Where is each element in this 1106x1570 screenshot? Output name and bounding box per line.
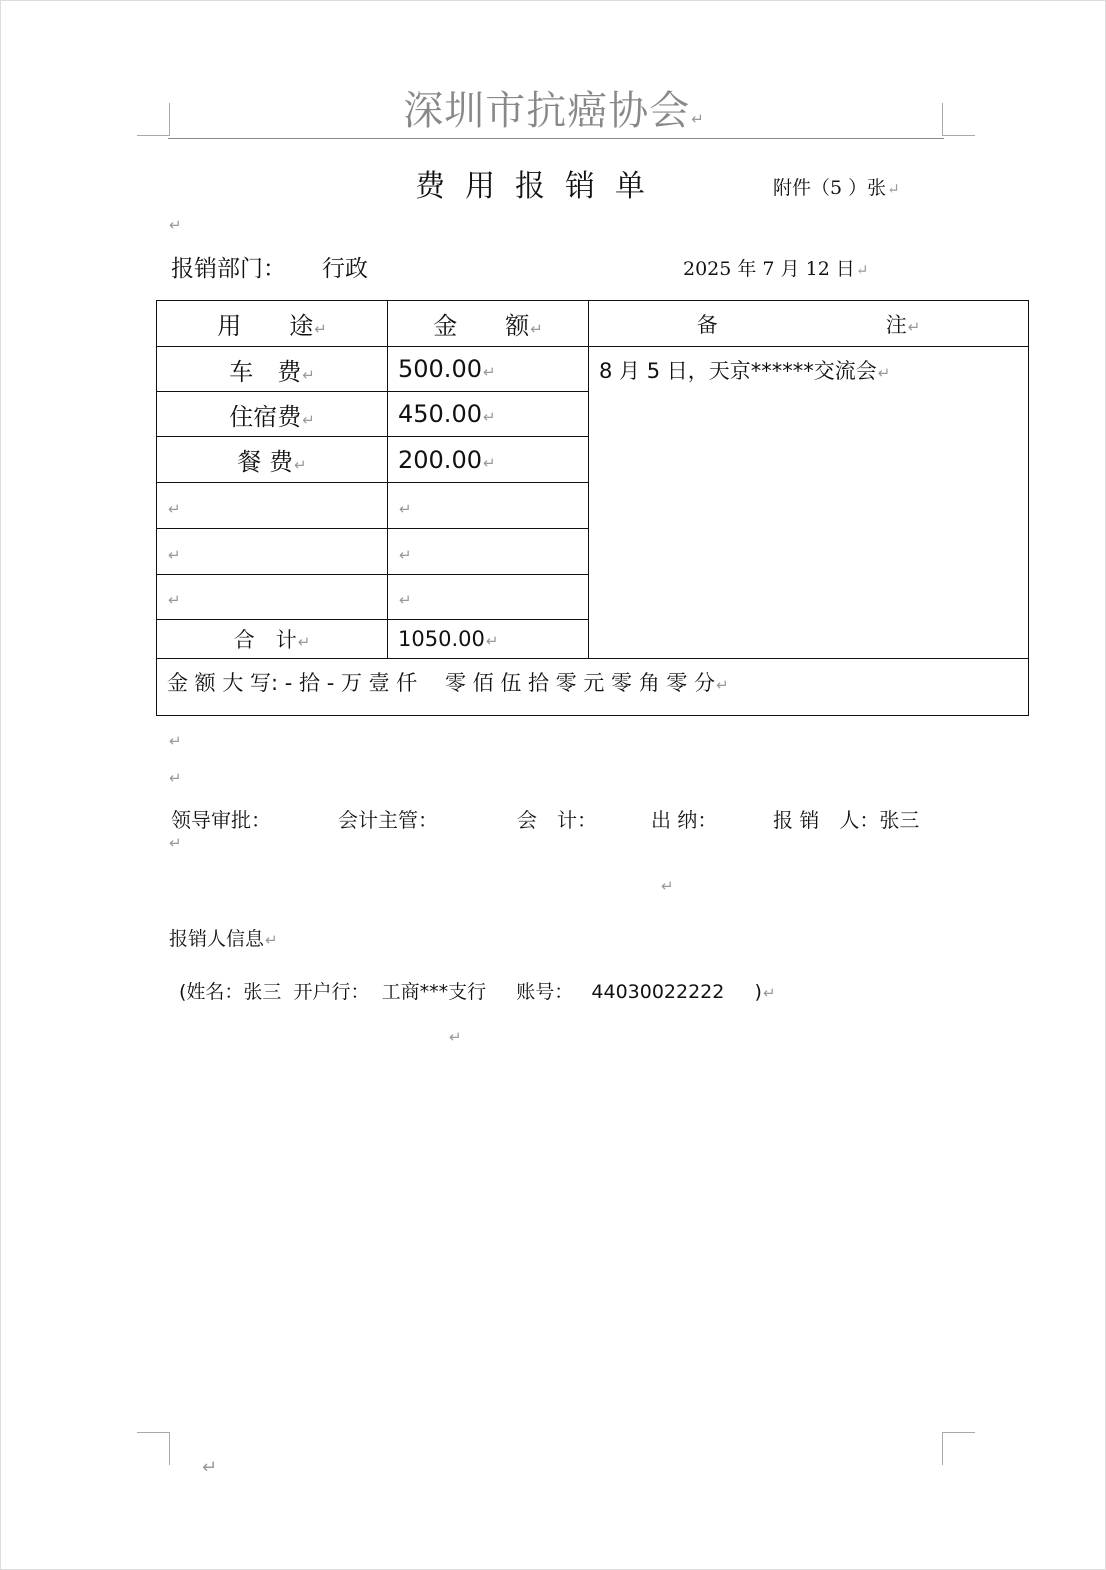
- table-row: [157, 347, 1029, 392]
- margin-corner-mark: [137, 1432, 170, 1465]
- signature-leader-approval: 领导审批：: [171, 808, 271, 832]
- amount-cell[interactable]: 200.00 ↵: [388, 437, 589, 483]
- payee-info-heading: 报销人信息 ↵: [169, 924, 278, 951]
- total-label: 合 计 ↵: [157, 620, 388, 659]
- purpose-cell[interactable]: [157, 529, 388, 575]
- signature-accounting-supervisor: 会计主管：: [338, 808, 438, 832]
- form-title: 费用报销单: [415, 169, 665, 204]
- purpose-cell[interactable]: 住宿费 ↵: [157, 392, 388, 437]
- remark-cell[interactable]: 8 月 5 日，天京******交流会 ↵: [589, 347, 1029, 659]
- department-value: 行政: [322, 256, 368, 282]
- signature-cashier: 出 纳：: [651, 808, 718, 832]
- attachments-count: 附件（5 ）张 ↵: [773, 173, 900, 200]
- header-remark: 备 注 ↵: [589, 301, 1029, 347]
- payee-info: (姓名：张三 开户行： 工商***支行 账号： 44030022222 ) ↵: [179, 977, 776, 1004]
- signature-accountant: 会 计：: [517, 808, 597, 832]
- amount-cell[interactable]: [388, 483, 589, 529]
- margin-corner-mark: [942, 1432, 975, 1465]
- purpose-cell[interactable]: [157, 483, 388, 529]
- department-label: 报销部门：: [171, 256, 286, 282]
- purpose-cell[interactable]: 车 费 ↵: [157, 347, 388, 392]
- amount-in-words-row: [157, 659, 1029, 716]
- expense-table: [156, 300, 1029, 716]
- table-header-row: [157, 301, 1029, 347]
- header-purpose: 用 途 ↵: [157, 301, 388, 347]
- total-amount[interactable]: 1050.00 ↵: [388, 620, 589, 659]
- amount-cell[interactable]: [388, 575, 589, 620]
- document-page: 深圳市抗癌协会 ↵ 费用报销单 附件（5 ）张 ↵ ↵ 报销部门： 行政 2025 年 7 月 12 日 ↵ 用 途 ↵ 金 额 ↵ 备 注 ↵ 车 费 ↵ 500.00 ↵ 8 月 5 日，天京******交流会 ↵ 住宿费 ↵ 450.00 ↵ 餐 费 ↵ 200.00 ↵ ↵ ↵ ↵ ↵ ↵ ↵ 合 计 ↵ 1050.00 ↵ 金 额 大 写: - 拾 - 万 壹 仟 零 佰 伍 拾 零 元 零 角 零 分 ↵ ↵ ↵ 领导审批： 会计主管： 会 计： 出 纳： 报 销 人：张三 ↵ ↵ 报销人信息 ↵ (姓名：张三 开户行： 工商***支行 账号： 44030022222 ) ↵ ↵ ↵: [0, 0, 1106, 1570]
- purpose-cell[interactable]: 餐 费 ↵: [157, 437, 388, 483]
- header-amount: 金 额 ↵: [388, 301, 589, 347]
- amount-cell[interactable]: 450.00 ↵: [388, 392, 589, 437]
- signature-claimant: 报 销 人：张三: [773, 808, 920, 832]
- amount-cell[interactable]: 500.00 ↵: [388, 347, 589, 392]
- form-date: 2025 年 7 月 12 日 ↵: [683, 254, 868, 281]
- amount-in-words[interactable]: 金 额 大 写: - 拾 - 万 壹 仟 零 佰 伍 拾 零 元 零 角 零 分 ↵: [157, 659, 1029, 716]
- header-divider: [168, 138, 944, 139]
- purpose-cell[interactable]: [157, 575, 388, 620]
- amount-cell[interactable]: [388, 529, 589, 575]
- organization-header: 深圳市抗癌协会 ↵: [1, 79, 1106, 136]
